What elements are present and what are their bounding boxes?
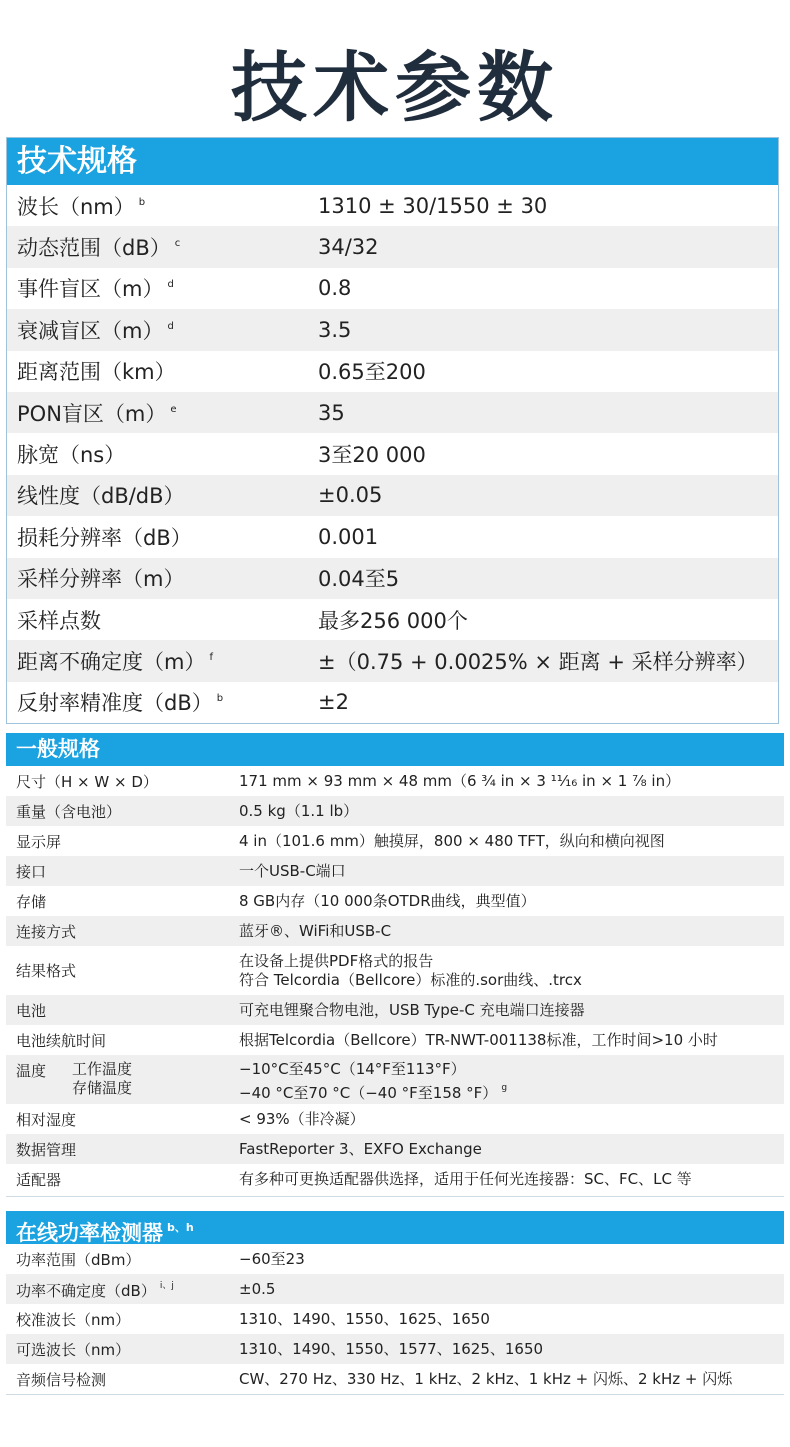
row-value: 0.001 [318,524,379,549]
row-value: 一个USB-C端口 [239,861,346,880]
tech-specs-table [6,137,779,724]
row-value [239,952,582,990]
footnote-marker: b [216,693,224,705]
row-label [7,356,318,386]
row-value: FastReporter 3、EXFO Exchange [239,1139,482,1158]
row-label-text: 损耗分辨率（dB） [17,525,192,550]
tech-specs-rows [7,185,778,723]
row-label [6,1249,239,1270]
row-label-text: 采样点数 [17,608,101,633]
row-value: 0.65至200 [318,360,426,385]
row-label-text: 脉宽（ns） [17,443,126,468]
table-row [6,1304,784,1334]
row-label [7,480,318,510]
row-value: 35 [318,400,345,425]
power-detector-rows [6,1244,784,1394]
operating-temp-label: 工作温度 [72,1060,133,1078]
row-label [6,1309,239,1330]
row-label [7,522,318,552]
table-row [6,826,784,856]
operating-temp-value: −10°C至45°C（14°F至113°F） [239,1060,466,1078]
footnote-marker: e [170,403,177,415]
row-label-text: PON盲区（m） [17,401,167,426]
row-label [7,563,318,593]
row-label-text: 可选波长（nm） [16,1340,131,1359]
row-value: 最多256 000个 [318,608,468,633]
row-value: 1310、1490、1550、1625、1650 [239,1309,490,1328]
tech-specs-header: 技术规格 [7,138,778,185]
row-label: 重量（含电池） [16,802,122,821]
footnote-marker: f [209,651,213,663]
row-value: CW、270 Hz、330 Hz、1 kHz、2 kHz、1 kHz + 闪烁、2 kHz + 闪烁 [239,1369,733,1388]
table-row [6,1055,784,1104]
table-row [7,558,778,599]
power-detector-header [6,1211,784,1244]
row-label [6,1278,239,1301]
row-label-text: 距离不确定度（m） [17,649,206,674]
table-row [7,682,778,723]
table-row [6,995,784,1025]
row-label: 适配器 [16,1170,62,1189]
row-value: 根据Telcordia（Bellcore）TR-NWT-001138标准，工作时间>10 小时 [239,1030,718,1049]
row-label-text: 功率不确定度（dB） [16,1281,156,1300]
storage-temp-label: 存储温度 [72,1079,133,1097]
row-label-text: 波长（nm） [17,194,135,219]
row-label: 连接方式 [16,922,77,941]
table-row [6,1164,784,1194]
page-title: 技术参数 [231,43,559,132]
table-row [6,946,784,995]
table-row [7,433,778,474]
table-row [6,1364,784,1394]
table-row [6,796,784,826]
row-label [7,315,318,345]
row-value: 4 in（101.6 mm）触摸屏，800 × 480 TFT，纵向和横向视图 [239,831,665,850]
row-label: 结果格式 [16,962,77,980]
row-label-text: 采样分辨率（m） [17,567,185,592]
temperature-sublabels [72,1060,132,1098]
footnote-marker: c [174,238,181,250]
row-value: −60至23 [239,1249,305,1268]
row-label [7,646,318,676]
row-value: 有多种可更换适配器供选择，适用于任何光连接器：SC、FC、LC 等 [239,1169,692,1188]
row-label: 显示屏 [16,832,62,851]
row-label-text: 音频信号检测 [16,1370,107,1389]
table-row [6,766,784,796]
table-row [6,856,784,886]
row-value: ±0.05 [318,483,383,508]
table-row [6,1334,784,1364]
table-row [7,185,778,226]
row-value: 蓝牙®、WiFi和USB-C [239,921,392,940]
row-label [7,191,318,221]
general-specs-header: 一般规格 [6,733,784,766]
footnote-marker: b [138,196,146,208]
row-label: 接口 [16,862,47,881]
footnote-marker: i、j [159,1280,174,1291]
table-row [6,1104,784,1134]
table-row [6,916,784,946]
power-detector-table [6,1211,784,1395]
table-row [7,475,778,516]
row-label [6,1339,239,1360]
row-label [6,1369,239,1390]
row-value: 3至20 000 [318,443,426,468]
table-row [7,309,778,350]
row-label [7,232,318,262]
row-label-text: 动态范围（dB） [17,236,171,261]
row-label [7,439,318,469]
row-value: 8 GB内存（10 000条OTDR曲线，典型值） [239,891,536,910]
row-label-text: 距离范围（km） [17,360,176,385]
row-value: 0.8 [318,276,352,301]
row-value: 0.04至5 [318,567,400,592]
table-row [6,886,784,916]
footnote-marker: d [167,279,174,291]
row-value: 可充电锂聚合物电池，USB Type-C 充电端口连接器 [239,1000,585,1019]
table-row [7,516,778,557]
row-label: 电池续航时间 [16,1031,107,1050]
row-value: 1310 ± 30/1550 ± 30 [318,193,548,218]
storage-temp-value: −40 °C至70 °C（−40 °F至158 °F） [239,1084,498,1102]
table-row [7,268,778,309]
footnote-marker: g [501,1083,508,1093]
row-label-text: 线性度（dB/dB） [17,484,185,509]
row-value-line: 符合 Telcordia（Bellcore）标准的.sor曲线、.trcx [239,970,582,989]
row-label [7,687,318,717]
row-value: 34/32 [318,235,379,260]
row-label: 尺寸（H × W × D） [16,772,158,791]
row-label: 数据管理 [16,1140,77,1159]
row-value: ±（0.75 + 0.0025% × 距离 + 采样分辨率） [318,649,758,674]
row-label [6,1060,239,1098]
table-row [7,351,778,392]
table-row [6,1244,784,1274]
row-label [7,605,318,635]
row-value-line: 在设备上提供PDF格式的报告 [239,951,434,970]
row-value [239,1060,507,1103]
footnote-marker: b、h [167,1221,194,1234]
table-row [6,1274,784,1304]
table-row [7,640,778,681]
power-detector-title: 在线功率检测器 [16,1221,163,1245]
row-label-text: 功率范围（dBm） [16,1250,141,1269]
row-label-text: 事件盲区（m） [17,277,164,302]
row-value: 1310、1490、1550、1577、1625、1650 [239,1339,544,1358]
row-label: 存储 [16,892,47,911]
row-value: 0.5 kg（1.1 lb） [239,801,359,820]
row-label-text: 衰减盲区（m） [17,318,164,343]
table-row [6,1134,784,1164]
row-label-text: 校准波长（nm） [16,1310,131,1329]
table-row [6,1025,784,1055]
table-row [7,392,778,433]
table-row [7,599,778,640]
row-label: 电池 [16,1001,47,1020]
row-value: ±0.5 [239,1279,276,1298]
footnote-marker: d [167,320,174,332]
table-row [7,226,778,267]
row-label: 相对湿度 [16,1110,77,1129]
row-value: ±2 [318,690,349,715]
row-label [7,398,318,428]
row-value: 171 mm × 93 mm × 48 mm（6 ³⁄₄ in × 3 ¹¹⁄₁₆ in × 1 ⁷⁄₈ in） [239,771,681,790]
temperature-label: 温度 [16,1062,47,1080]
row-label-text: 反射率精准度（dB） [17,691,213,716]
storage-temp-line [239,1079,507,1103]
row-value: 3.5 [318,317,352,342]
row-value: < 93%（非冷凝） [239,1109,365,1128]
row-label [7,273,318,303]
general-specs-table [6,733,784,1197]
